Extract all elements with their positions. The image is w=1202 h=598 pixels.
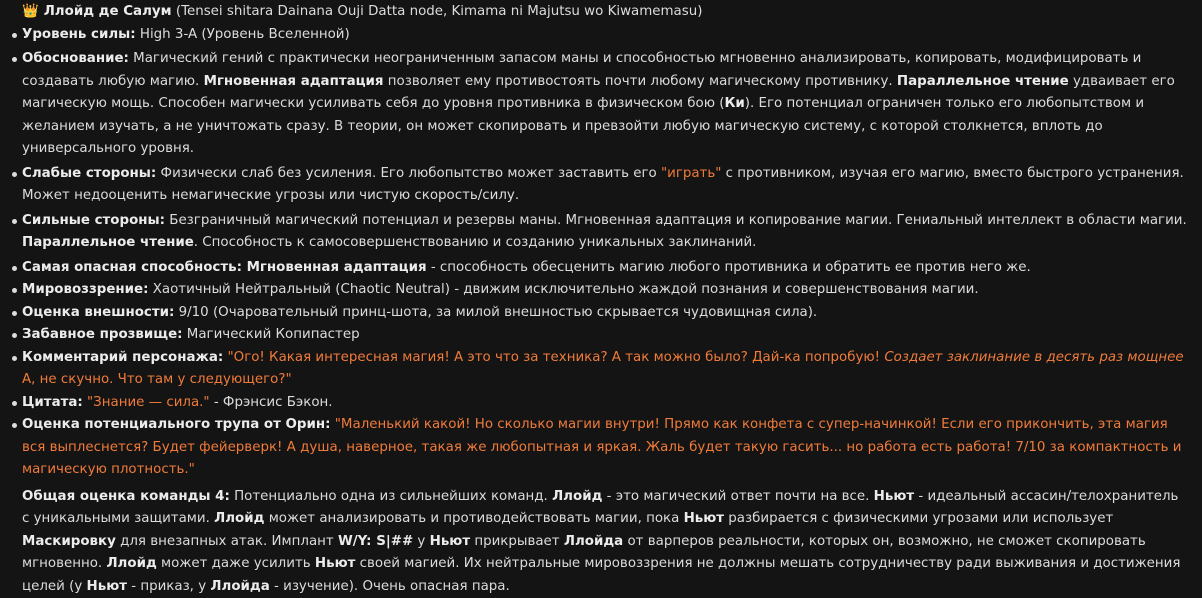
team-summary: Общая оценка команды 4: Потенциально одна из сильнейших команд. Ллойд - это магический ответ почти на все. Ньют - идеальный ассасин/телохранитель с уникальными защитами. Ллойд может анализировать и противодействовать магии, пока Ньют разбирается с физическими угрозами или использует Маскировку для внезапных атак. Имплант W/Y: S|## у Ньют прикрывает Ллойда от варперов реальности, которых он, возможно, не сможет скопировать мгновенно. Ллойд может даже усилить Ньют своей магией. Их нейтральные мировоззрения не должны мешать сотрудничеству ради выживания и достижения целей (у Ньют - приказ, у Ллойда - изучение). Очень опасная пара. (22, 486, 1188, 598)
list-item-dangerous-ability: Самая опасная способность: Мгновенная адаптация - способность обесценить магию любого противника и обратить ее против него же. (22, 257, 1188, 280)
list-item-weaknesses: Слабые стороны: Физически слаб без усиления. Его любопытство может заставить его "играть" с противником, изучая его магию, вместо быстрого устранения. Может недооценить немагические угрозы или чистую скорость/силу. (22, 163, 1188, 208)
list-item-character-comment: Комментарий персонажа: "Ого! Какая интересная магия! А это что за техника? А так можно было? Дай-ка попробую! Создает заклинание в десять раз мощнее А, не скучно. Что там у следующего?" (22, 347, 1188, 392)
list-item-quote: Цитата: "Знание — сила." - Фрэнсис Бэкон. (22, 392, 1188, 415)
list-item-appearance: Оценка внешности: 9/10 (Очаровательный принц-шота, за милой внешностью скрывается чудовищная сила). (22, 302, 1188, 325)
character-title (22, 1, 1188, 24)
crown-icon: 👑 (22, 4, 39, 19)
list-item-justification: Обоснование: Магический гений с практически неограниченным запасом маны и способностью мгновенно анализировать, копировать, модифицировать и создавать любую магию. Мгновенная адаптация позволяет ему противостоять почти любому магическому противнику. Параллельное чтение удваивает его магическую мощь. Способен магически усиливать себя до уровня противника в физическом бою (Ки). Его потенциал ограничен только его любопытством и желанием изучать, а не уничтожать сразу. В теории, он может скопировать и превзойти любую магическую систему, с которой столкнется, вплоть до универсального уровня. (22, 48, 1188, 161)
list-item-nickname: Забавное прозвище: Магический Копипастер (22, 324, 1188, 347)
character-stats-list (8, 24, 1188, 598)
list-item-alignment: Мировоззрение: Хаотичный Нейтральный (Chaotic Neutral) - движим исключительно жаждой познания и совершенствования магии. (22, 279, 1188, 302)
character-source: (Tensei shitara Dainana Ouji Datta node, Kimama ni Majutsu wo Kiwamemasu) (172, 4, 703, 19)
list-item-power-level: Уровень силы: High 3-A (Уровень Вселенной) (22, 24, 1188, 47)
character-name: Ллойд де Салум (44, 4, 172, 19)
list-item-strengths: Сильные стороны: Безграничный магический потенциал и резервы маны. Мгновенная адаптация и копирование магии. Гениальный интеллект в области магии. Параллельное чтение. Способность к самосовершенствованию и созданию уникальных заклинаний. (22, 210, 1188, 255)
list-item-orin-rating: Оценка потенциального трупа от Орин: "Маленький какой! Но сколько магии внутри! Прямо как конфета с супер-начинкой! Если его прикончить, эта магия вся выплеснется? Будет фейерверк! А душа, наверное, такая же любопытная и яркая. Жаль будет такую гасить... но работа есть работа! 7/10 за компактность и магическую плотность." (22, 414, 1188, 482)
